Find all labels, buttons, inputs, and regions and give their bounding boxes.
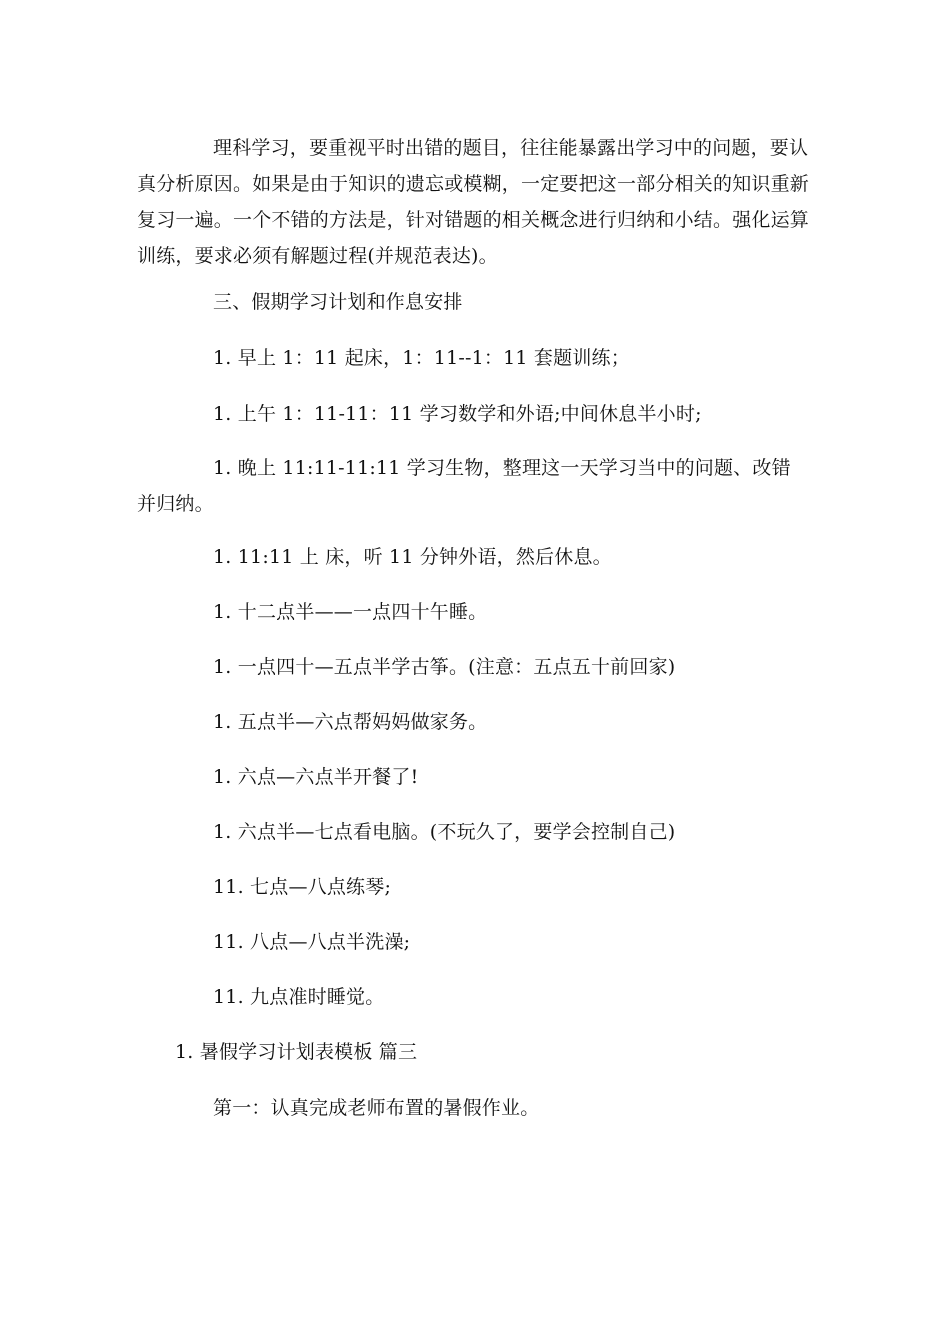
schedule-item-forenoon: 1. 上午 1：11-11：11 学习数学和外语;中间休息半小时; bbox=[213, 403, 702, 425]
schedule-item-morning: 1. 早上 1：11 起床，1：11--1：11 套题训练； bbox=[213, 347, 630, 369]
schedule-item-housework: 1. 五点半—六点帮妈妈做家务。 bbox=[213, 711, 488, 733]
paragraph-science-study: 理科学习，要重视平时出错的题目，往往能暴露出学习中的问题，要认真分析原因。如果是由于知识的遗忘或模糊，一定要把这一部分相关的知识重新复习一遍。一个不错的方法是，针对错题的相关概念进行归纳和小结。强化运算训练，要求必须有解题过程(并规范表达)。 bbox=[137, 137, 810, 267]
schedule-item-nap: 1. 十二点半——一点四十午睡。 bbox=[213, 601, 488, 623]
schedule-item-bath: 11. 八点—八点半洗澡; bbox=[213, 931, 411, 953]
schedule-item-piano: 11. 七点—八点练琴; bbox=[213, 876, 392, 898]
schedule-item-sleep: 11. 九点准时睡觉。 bbox=[213, 986, 385, 1008]
schedule-item-computer: 1. 六点半—七点看电脑。(不玩久了，要学会控制自己) bbox=[213, 821, 676, 843]
section-heading-template-three: 1. 暑假学习计划表模板 篇三 bbox=[175, 1041, 418, 1063]
section-heading-schedule: 三、假期学习计划和作息安排 bbox=[213, 291, 463, 313]
schedule-item-evening: 1. 晚上 11:11-11:11 学习生物，整理这一天学习当中的问题、改错并归纳。 bbox=[137, 457, 791, 515]
item-homework: 第一：认真完成老师布置的暑假作业。 bbox=[213, 1097, 540, 1119]
schedule-item-dinner: 1. 六点—六点半开餐了! bbox=[213, 766, 419, 788]
schedule-item-guzheng: 1. 一点四十—五点半学古筝。(注意：五点五十前回家) bbox=[213, 656, 676, 678]
schedule-item-bedtime: 1. 11:11 上 床，听 11 分钟外语，然后休息。 bbox=[213, 546, 612, 568]
